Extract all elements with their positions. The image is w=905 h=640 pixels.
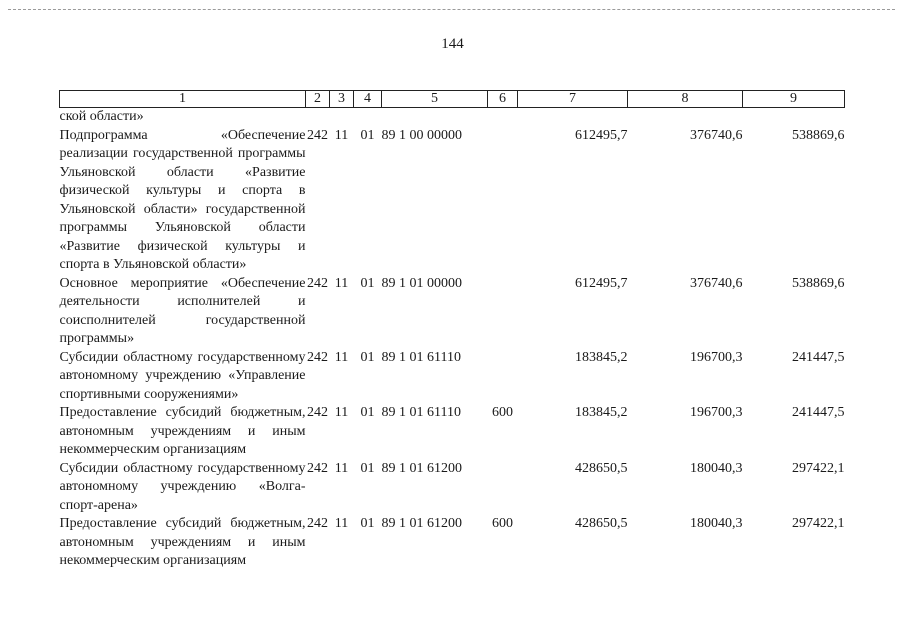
amount-col7-cell: 612495,7 [575, 127, 628, 143]
amount-col7-cell: 428650,5 [575, 460, 628, 476]
target-article-cell: 89 1 00 00000 [381, 127, 462, 143]
row-name-cell: Субсидии областному государственному автономному учреждению «Управление спортивными сооружениями» [59, 349, 306, 402]
subsection-cell: 01 [360, 349, 375, 365]
header-cell: 8 [628, 91, 743, 108]
row-name-cell: ской области» [59, 109, 144, 124]
ministry-code-cell: 242 [307, 349, 328, 365]
amount-col8-cell: 196700,3 [690, 349, 743, 365]
target-article-cell: 89 1 01 00000 [381, 275, 462, 291]
section-cell: 11 [334, 127, 349, 143]
amount-col7-cell [518, 108, 628, 127]
subsection-cell: 01 [360, 460, 375, 476]
ministry-code-cell: 242 [307, 275, 328, 291]
section-cell: 11 [334, 349, 349, 365]
expense-type-cell: 600 [492, 516, 513, 531]
row-name-cell: Основное мероприятие «Обеспечение деятельности исполнителей и соисполнителей государственной программы» [59, 275, 306, 346]
table-row [60, 515, 845, 571]
table-row [60, 108, 845, 127]
row-name-cell: Субсидии областному государственному автономному учреждению «Волга-спорт-арена» [59, 460, 306, 513]
subsection-cell: 01 [360, 516, 375, 531]
amount-col9-cell: 241447,5 [792, 349, 845, 365]
page-top-rule [8, 9, 895, 10]
amount-col9-cell: 241447,5 [792, 405, 845, 420]
section-cell: 11 [334, 516, 349, 531]
amount-col7-cell: 612495,7 [575, 275, 628, 291]
amount-col7-cell: 183845,2 [575, 405, 628, 420]
row-name-cell: Предоставление субсидий бюджетным, автономным учреждениям и иным некоммерческим организациям [59, 516, 306, 568]
target-article-cell [382, 108, 488, 127]
header-cell: 4 [354, 91, 382, 108]
subsection-cell: 01 [360, 127, 375, 143]
table-row [60, 349, 845, 405]
budget-table [59, 90, 845, 571]
target-article-cell: 89 1 01 61110 [381, 349, 461, 365]
target-article-cell: 89 1 01 61200 [381, 460, 462, 476]
amount-col9-cell: 297422,1 [792, 516, 845, 531]
expense-type-cell [488, 127, 518, 275]
section-cell: 11 [334, 460, 349, 476]
header-cell: 3 [330, 91, 354, 108]
target-article-cell: 89 1 01 61200 [381, 516, 462, 531]
header-cell: 9 [743, 91, 845, 108]
subsection-cell [354, 108, 382, 127]
table-row [60, 404, 845, 460]
header-cell: 7 [518, 91, 628, 108]
table-header-row [60, 91, 845, 108]
amount-col7-cell: 183845,2 [575, 349, 628, 365]
subsection-cell: 01 [360, 405, 375, 420]
header-cell: 1 [60, 91, 306, 108]
table-row [60, 460, 845, 516]
amount-col9-cell [743, 108, 845, 127]
section-cell [330, 108, 354, 127]
amount-col8-cell [628, 108, 743, 127]
table-row [60, 127, 845, 275]
ministry-code-cell: 242 [307, 460, 328, 476]
amount-col9-cell: 297422,1 [792, 460, 845, 476]
expense-type-cell [488, 108, 518, 127]
amount-col8-cell: 376740,6 [690, 127, 743, 143]
expense-type-cell [488, 349, 518, 405]
amount-col8-cell: 196700,3 [690, 405, 743, 420]
section-cell: 11 [334, 405, 349, 420]
table-body [60, 108, 845, 571]
header-cell: 5 [382, 91, 488, 108]
header-cell: 6 [488, 91, 518, 108]
expense-type-cell: 600 [492, 405, 513, 420]
amount-col9-cell: 538869,6 [792, 275, 845, 291]
ministry-code-cell: 242 [307, 516, 328, 531]
amount-col9-cell: 538869,6 [792, 127, 845, 143]
subsection-cell: 01 [360, 275, 375, 291]
expense-type-cell [488, 275, 518, 349]
ministry-code-cell: 242 [307, 127, 328, 143]
amount-col8-cell: 180040,3 [690, 516, 743, 531]
header-cell: 2 [306, 91, 330, 108]
page-number: 144 [441, 36, 464, 52]
row-name-cell: Предоставление субсидий бюджетным, автономным учреждениям и иным некоммерческим организациям [59, 405, 306, 457]
target-article-cell: 89 1 01 61110 [381, 405, 461, 420]
table-row [60, 275, 845, 349]
amount-col7-cell: 428650,5 [575, 516, 628, 531]
row-name-cell: Подпрограмма «Обеспечение реализации государственной программы Ульяновской области «Развитие физической культуры и спорта в Ульяновской области» государственной программы Ульяновской области «Развитие физической культуры и спорта в Ульяновской области» [59, 127, 306, 272]
ministry-code-cell [306, 108, 330, 127]
expense-type-cell [488, 460, 518, 516]
amount-col8-cell: 180040,3 [690, 460, 743, 476]
section-cell: 11 [334, 275, 349, 291]
ministry-code-cell: 242 [307, 405, 328, 420]
amount-col8-cell: 376740,6 [690, 275, 743, 291]
